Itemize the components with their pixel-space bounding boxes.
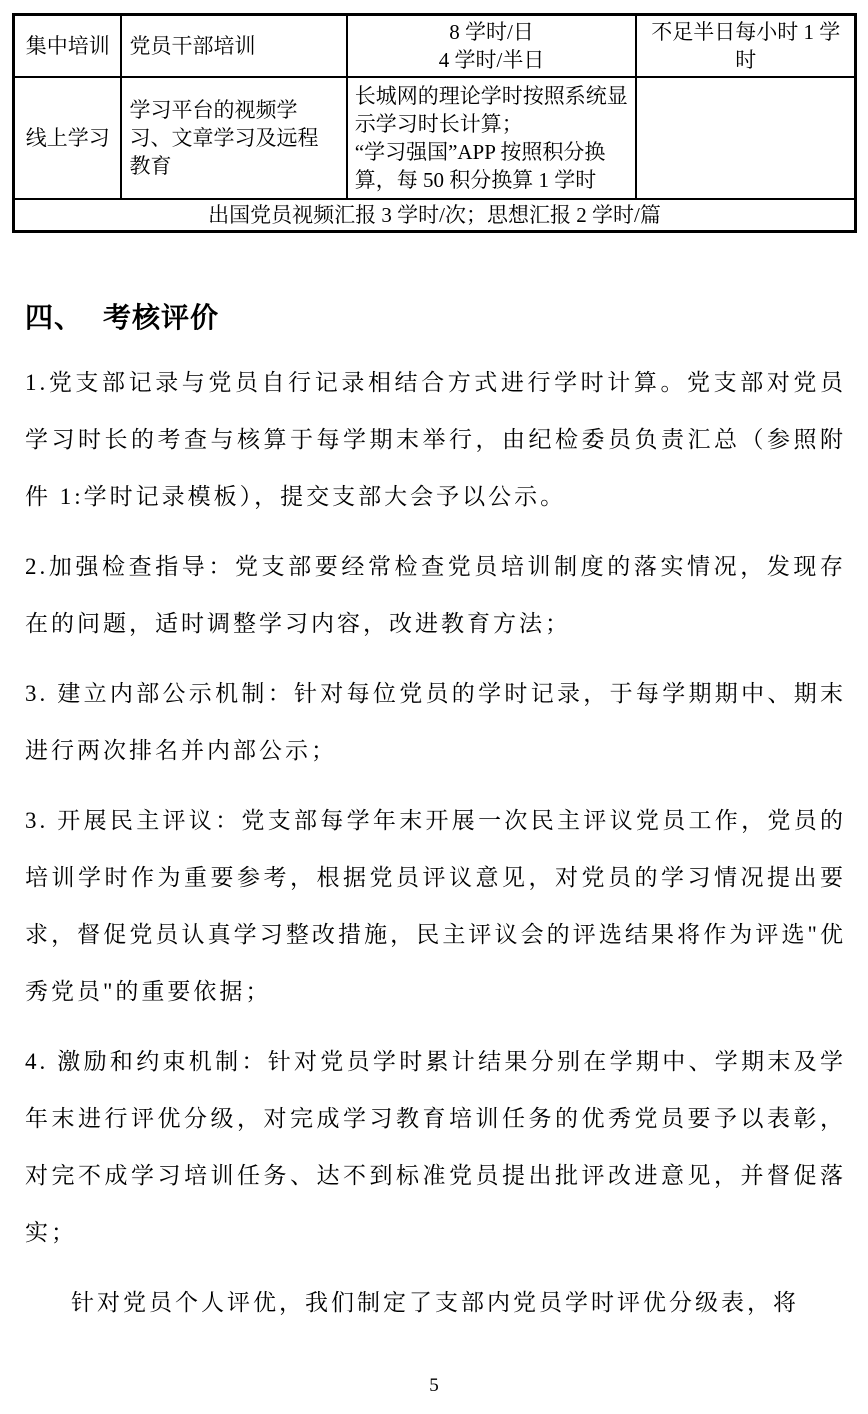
cell-form: 党员干部培训: [121, 15, 346, 77]
cell-category: 线上学习: [14, 77, 122, 199]
paragraph: 3. 开展民主评议：党支部每学年末开展一次民主评议党员工作，党员的培训学时作为重要参考，根据党员评议意见，对党员的学习情况提出要求，督促党员认真学习整改措施，民主评议会的评选结果将作为评选"优秀党员"的重要依据；: [25, 808, 846, 1004]
paragraph: 2.加强检查指导：党支部要经常检查党员培训制度的落实情况，发现存在的问题，适时调整学习内容，改进教育方法；: [25, 554, 846, 636]
cell-standard: [347, 15, 637, 77]
paragraph: 针对党员个人评优，我们制定了支部内党员学时评优分级表，将: [71, 1290, 799, 1315]
standard-line: “学习强国”APP 按照积分换算，每 50 积分换算 1 学时: [354, 139, 606, 192]
cell-note: [636, 77, 855, 199]
table-row-online-learning: [14, 77, 856, 199]
section-number: 四、: [25, 303, 84, 334]
paragraph: 4. 激励和约束机制：针对党员学时累计结果分别在学期中、学期末及学年末进行评优分级，对完成学习教育培训任务的优秀党员要予以表彰，对完不成学习培训任务、达不到标准党员提出批评改进意见，并督促落实；: [25, 1049, 846, 1245]
cell-note: 不足半日每小时 1 学时: [636, 15, 855, 77]
section-title: 考核评价: [103, 303, 220, 334]
paragraph: 3. 建立内部公示机制：针对每位党员的学时记录，于每学期期中、期末进行两次排名并内部公示；: [25, 681, 846, 763]
page-number: 5: [429, 1375, 439, 1396]
body-text: [25, 354, 846, 1331]
table-row-merged: [14, 199, 856, 232]
standard-line: 8 学时/日: [449, 19, 534, 44]
standard-line: 4 学时/半日: [438, 47, 545, 72]
table-row-centralized-training: [14, 15, 856, 77]
cell-form: 学习平台的视频学习、文章学习及远程教育: [121, 77, 346, 199]
study-hours-table: [12, 13, 857, 233]
standard-line: 长城网的理论学时按照系统显示学习时长计算；: [354, 83, 628, 136]
cell-category: 集中培训: [14, 15, 122, 77]
section-heading: [25, 301, 868, 337]
cell-standard: [347, 77, 637, 199]
cell-merged-note: 出国党员视频汇报 3 学时/次；思想汇报 2 学时/篇: [14, 199, 856, 232]
paragraph: 1.党支部记录与党员自行记录相结合方式进行学时计算。党支部对党员学习时长的考查与核算于每学期末举行，由纪检委员负责汇总（参照附件 1:学时记录模板），提交支部大会予以公示。: [25, 370, 846, 509]
